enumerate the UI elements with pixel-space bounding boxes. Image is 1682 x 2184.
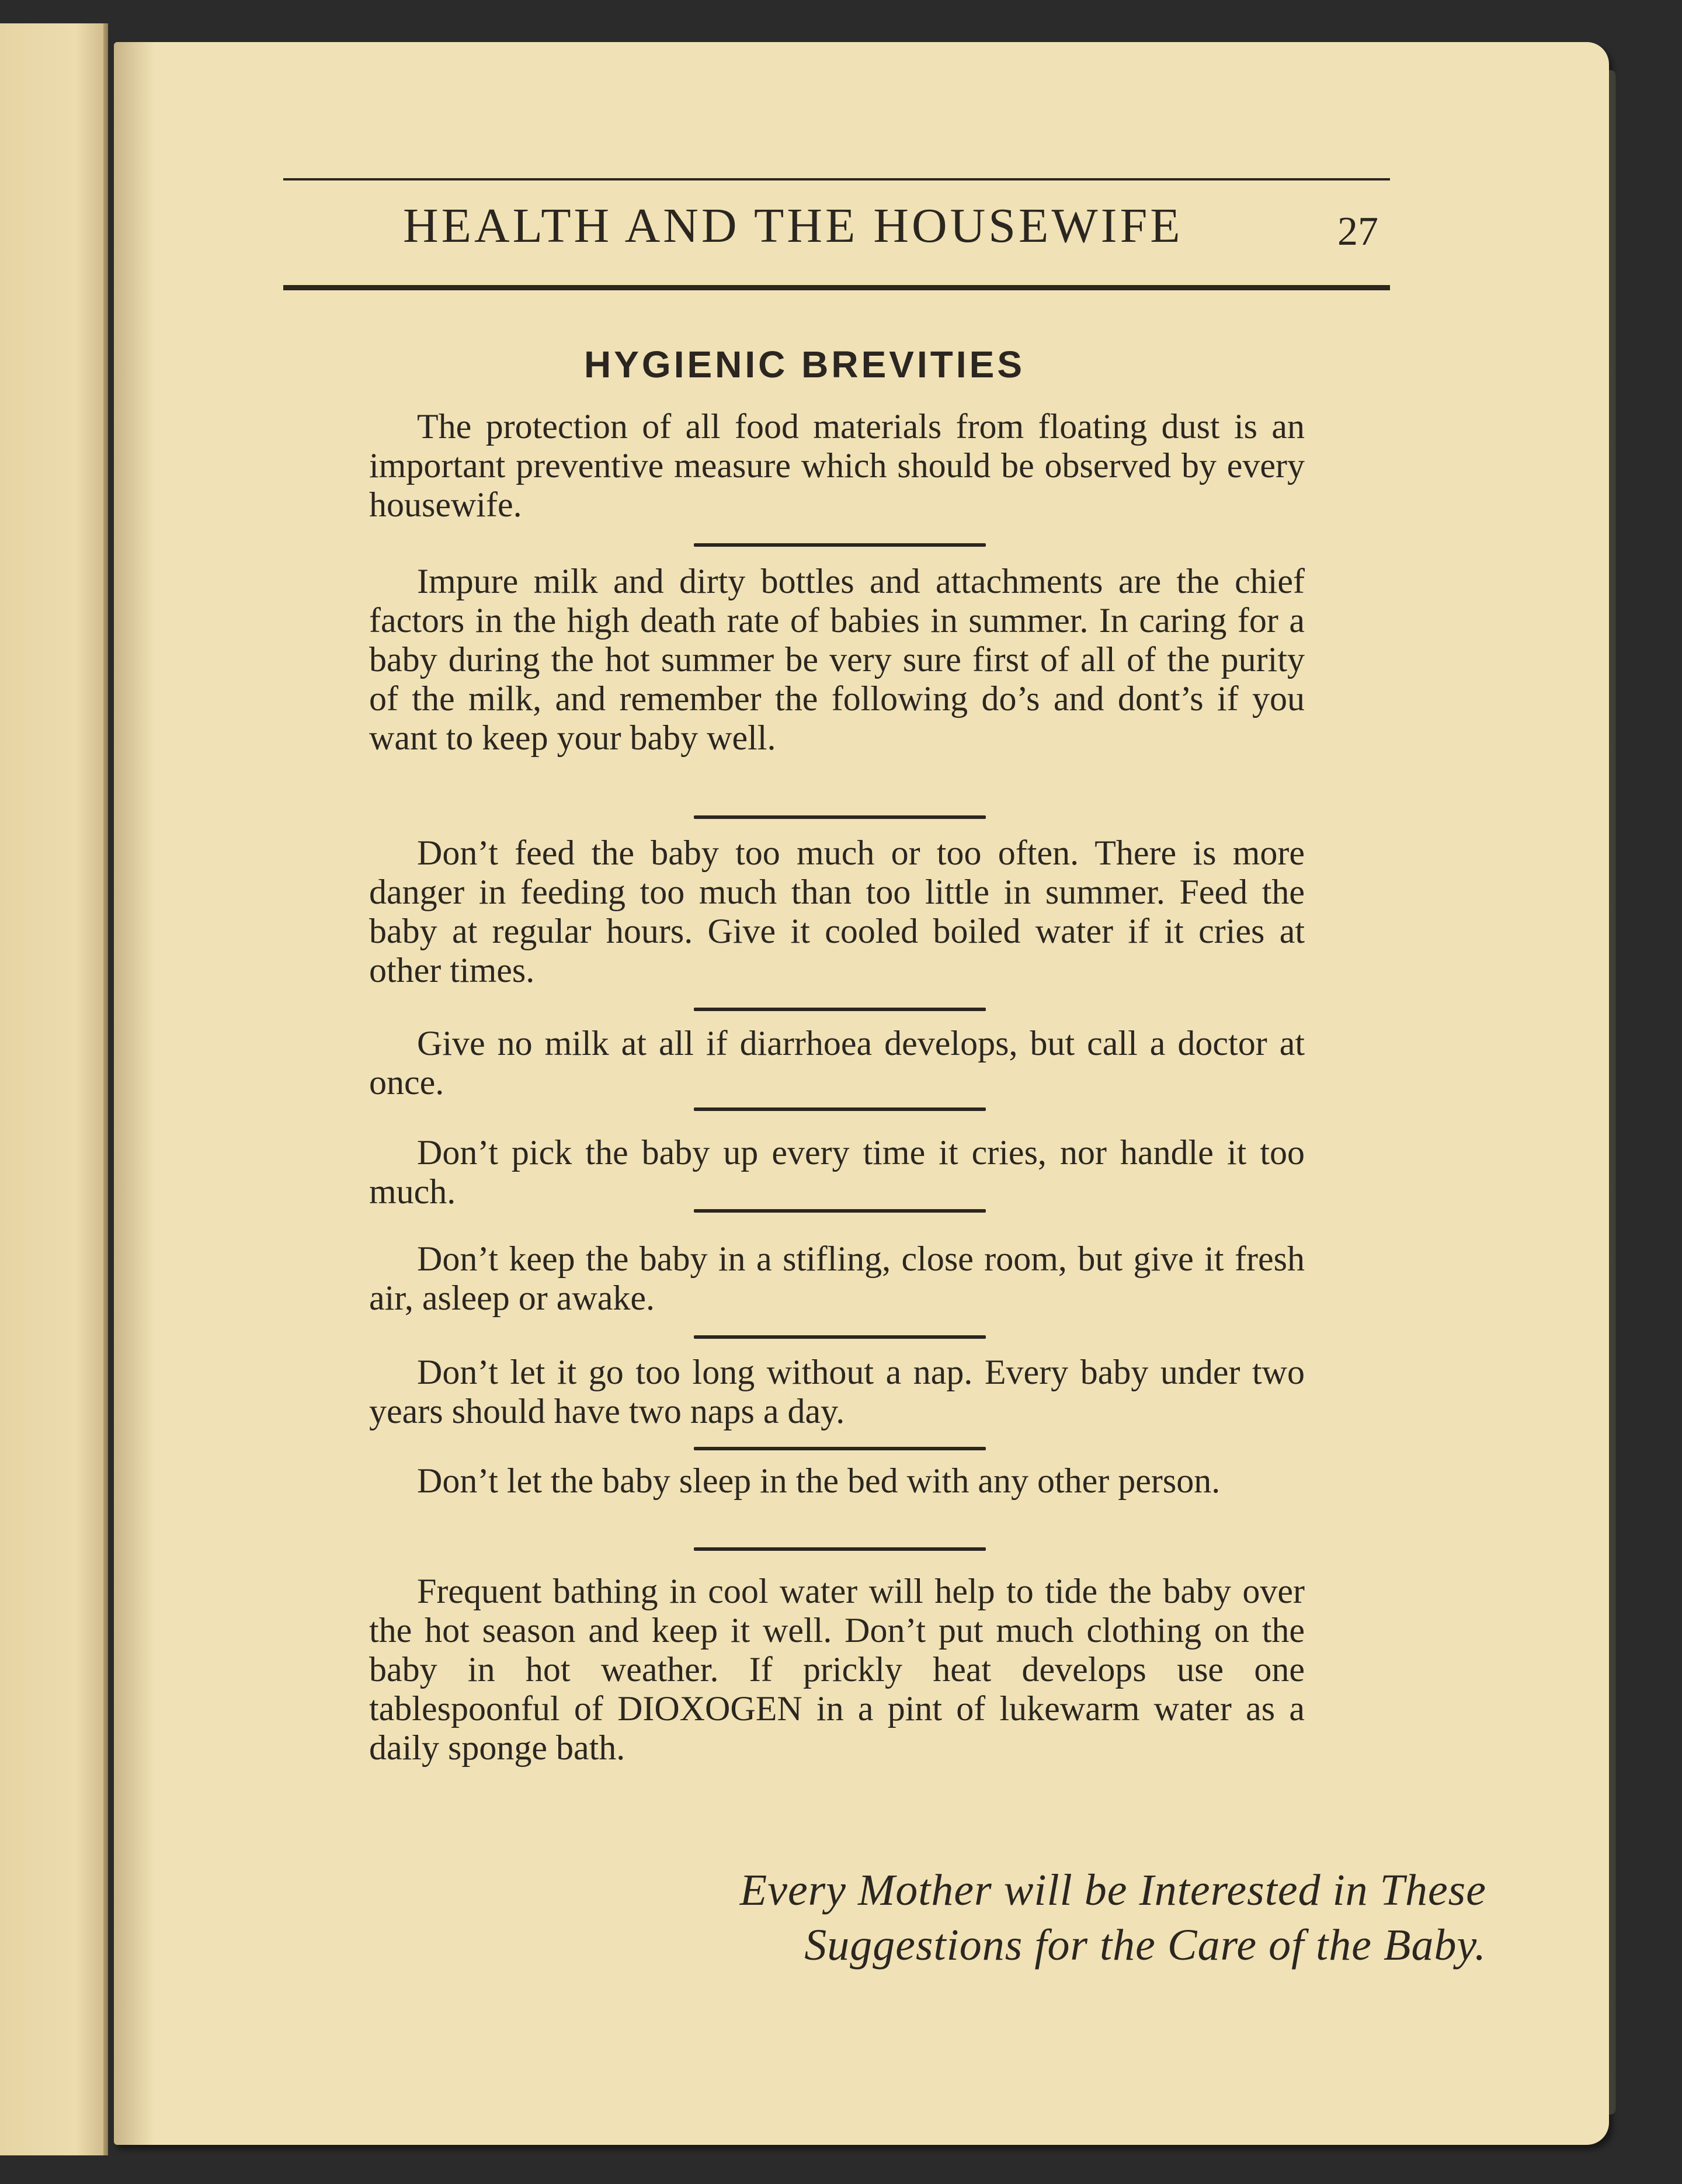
paragraph-text: Don’t feed the baby too much or too often. There is more danger in feeding too much than too little in summer. Feed the baby at regular hours. Give it cooled boiled water if it cries at other times. [369,834,1305,989]
divider [694,1547,986,1551]
paragraph-text: Don’t let it go too long without a nap. Every baby under two years should have two naps a day. [369,1353,1305,1430]
paragraph-text: Give no milk at all if diarrhoea develops, but call a doctor at once. [369,1024,1305,1102]
gutter-shadow [114,42,155,2145]
binding-crease [103,23,108,2155]
page-number: 27 [1337,209,1378,254]
divider [694,815,986,819]
paragraph-food-protection [369,407,1305,525]
running-head-title: HEALTH AND THE HOUSEWIFE [403,199,1183,253]
closing-line-1: Every Mother will be Interested in These [739,1866,1486,1915]
header-top-rule [283,178,1390,180]
divider [694,1209,986,1213]
divider [694,1107,986,1111]
header-bottom-rule [283,285,1390,290]
paragraph-naps [369,1353,1305,1431]
previous-page-edge [0,23,108,2155]
divider [694,1335,986,1339]
section-title: HYGIENIC BREVITIES [584,343,1025,386]
paragraph-text: Don’t keep the baby in a stifling, close room, but give it fresh air, asleep or awake. [369,1239,1305,1317]
divider [694,1008,986,1011]
paragraph-sleeping [369,1461,1305,1501]
paragraph-text: The protection of all food materials from floating dust is an important preventive measure which should be observed by every housewife. [369,407,1305,524]
paragraph-text: Impure milk and dirty bottles and attachments are the chief factors in the high death rate of babies in summer. In caring for a baby during the hot summer be very sure first of all of the purity of the milk, and remember the following do’s and dont’s if you want to keep your baby well. [369,562,1305,757]
closing-line-2: Suggestions for the Care of the Baby. [804,1921,1486,1970]
paragraph-text: Frequent bathing in cool water will help to tide the baby over the hot season and keep it well. Don’t put much clothing on the baby in hot weather. If prickly heat develops use one tablespoonful of DIOXOGEN in a pint of lukewarm water as a daily sponge bath. [369,1572,1305,1767]
paragraph-handling [369,1133,1305,1211]
paragraph-impure-milk [369,562,1305,758]
paragraph-diarrhoea [369,1024,1305,1102]
page-stack-edge [1609,70,1616,2114]
divider [694,543,986,547]
paragraph-fresh-air [369,1239,1305,1318]
divider [694,1447,986,1450]
paragraph-text: Don’t pick the baby up every time it cries, nor handle it too much. [369,1133,1305,1211]
paragraph-bathing [369,1572,1305,1768]
paragraph-text: Don’t let the baby sleep in the bed with any other person. [417,1461,1221,1500]
paragraph-feeding [369,834,1305,990]
